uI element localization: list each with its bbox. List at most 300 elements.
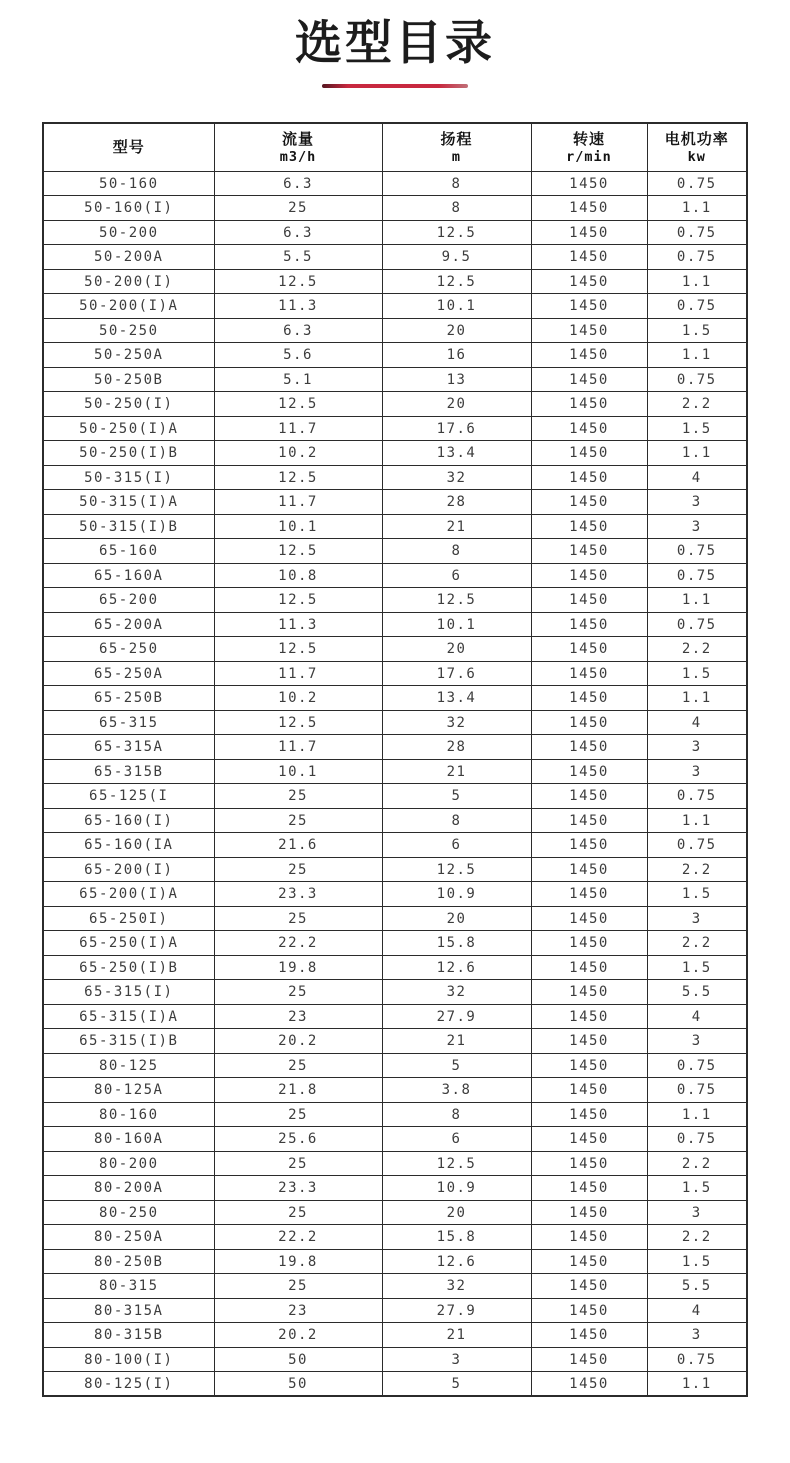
speed-cell: 1450 [531, 1249, 647, 1274]
speed-cell: 1450 [531, 1347, 647, 1372]
power-cell: 1.5 [647, 318, 747, 343]
power-cell: 0.75 [647, 294, 747, 319]
model-cell: 80-100(I) [43, 1347, 214, 1372]
head-cell: 20 [382, 906, 531, 931]
table-row [43, 661, 747, 686]
head-cell: 10.9 [382, 882, 531, 907]
speed-cell: 1450 [531, 269, 647, 294]
table-row [43, 1225, 747, 1250]
speed-cell: 1450 [531, 416, 647, 441]
model-cell: 65-160A [43, 563, 214, 588]
flow-cell: 25 [214, 1053, 382, 1078]
head-cell: 3.8 [382, 1078, 531, 1103]
model-cell: 65-315B [43, 759, 214, 784]
table-row [43, 784, 747, 809]
power-cell: 3 [647, 1200, 747, 1225]
table-row [43, 808, 747, 833]
flow-cell: 23 [214, 1298, 382, 1323]
table-row [43, 735, 747, 760]
speed-cell: 1450 [531, 563, 647, 588]
power-cell: 4 [647, 465, 747, 490]
speed-cell: 1450 [531, 1176, 647, 1201]
speed-cell: 1450 [531, 759, 647, 784]
column-unit: kw [687, 148, 706, 165]
model-cell: 50-200 [43, 220, 214, 245]
model-cell: 50-160(I) [43, 196, 214, 221]
power-cell: 1.1 [647, 1372, 747, 1397]
page-title: 选型目录 [295, 16, 495, 71]
power-cell: 0.75 [647, 539, 747, 564]
power-cell: 0.75 [647, 1078, 747, 1103]
speed-cell: 1450 [531, 1102, 647, 1127]
speed-cell: 1450 [531, 833, 647, 858]
flow-cell: 6.3 [214, 220, 382, 245]
power-cell: 4 [647, 1298, 747, 1323]
model-cell: 80-315 [43, 1274, 214, 1299]
table-row [43, 416, 747, 441]
power-cell: 0.75 [647, 612, 747, 637]
flow-cell: 5.5 [214, 245, 382, 270]
flow-cell: 10.1 [214, 514, 382, 539]
model-cell: 50-250(I)A [43, 416, 214, 441]
power-cell: 1.5 [647, 955, 747, 980]
power-cell: 4 [647, 710, 747, 735]
speed-cell: 1450 [531, 1298, 647, 1323]
model-cell: 80-125 [43, 1053, 214, 1078]
head-cell: 28 [382, 490, 531, 515]
model-cell: 50-200(I)A [43, 294, 214, 319]
head-cell: 20 [382, 637, 531, 662]
speed-cell: 1450 [531, 441, 647, 466]
flow-cell: 25 [214, 980, 382, 1005]
model-cell: 80-125A [43, 1078, 214, 1103]
speed-cell: 1450 [531, 1029, 647, 1054]
flow-cell: 11.7 [214, 490, 382, 515]
power-cell: 2.2 [647, 392, 747, 417]
power-cell: 2.2 [647, 857, 747, 882]
table-row [43, 171, 747, 196]
power-cell: 1.5 [647, 661, 747, 686]
model-cell: 65-315(I) [43, 980, 214, 1005]
head-cell: 16 [382, 343, 531, 368]
head-cell: 12.5 [382, 857, 531, 882]
table-row [43, 441, 747, 466]
power-cell: 3 [647, 1323, 747, 1348]
head-cell: 12.5 [382, 588, 531, 613]
flow-cell: 25.6 [214, 1127, 382, 1152]
model-cell: 65-250A [43, 661, 214, 686]
model-cell: 50-250A [43, 343, 214, 368]
table-row [43, 539, 747, 564]
flow-cell: 12.5 [214, 637, 382, 662]
head-cell: 17.6 [382, 416, 531, 441]
head-cell: 3 [382, 1347, 531, 1372]
table-row [43, 318, 747, 343]
power-cell: 0.75 [647, 784, 747, 809]
power-cell: 1.1 [647, 196, 747, 221]
table-row [43, 1200, 747, 1225]
flow-cell: 50 [214, 1372, 382, 1397]
speed-cell: 1450 [531, 784, 647, 809]
flow-cell: 20.2 [214, 1029, 382, 1054]
table-row [43, 931, 747, 956]
flow-cell: 23 [214, 1004, 382, 1029]
flow-cell: 25 [214, 857, 382, 882]
flow-cell: 22.2 [214, 931, 382, 956]
selection-table [42, 122, 748, 1397]
table-row [43, 343, 747, 368]
table-row [43, 1298, 747, 1323]
column-header [647, 123, 747, 171]
model-cell: 65-250B [43, 686, 214, 711]
head-cell: 21 [382, 759, 531, 784]
speed-cell: 1450 [531, 539, 647, 564]
flow-cell: 21.6 [214, 833, 382, 858]
head-cell: 13 [382, 367, 531, 392]
model-cell: 65-160(IA [43, 833, 214, 858]
model-cell: 80-200 [43, 1151, 214, 1176]
column-header [214, 123, 382, 171]
column-label: 型号 [112, 138, 145, 157]
table-row [43, 588, 747, 613]
speed-cell: 1450 [531, 171, 647, 196]
flow-cell: 10.1 [214, 759, 382, 784]
model-cell: 50-160 [43, 171, 214, 196]
flow-cell: 11.3 [214, 294, 382, 319]
speed-cell: 1450 [531, 1127, 647, 1152]
table-row [43, 1053, 747, 1078]
speed-cell: 1450 [531, 955, 647, 980]
model-cell: 65-250(I)B [43, 955, 214, 980]
flow-cell: 5.6 [214, 343, 382, 368]
model-cell: 80-250 [43, 1200, 214, 1225]
power-cell: 3 [647, 906, 747, 931]
speed-cell: 1450 [531, 1225, 647, 1250]
table-row [43, 367, 747, 392]
power-cell: 3 [647, 514, 747, 539]
flow-cell: 25 [214, 906, 382, 931]
head-cell: 17.6 [382, 661, 531, 686]
speed-cell: 1450 [531, 710, 647, 735]
flow-cell: 6.3 [214, 171, 382, 196]
power-cell: 0.75 [647, 1053, 747, 1078]
speed-cell: 1450 [531, 686, 647, 711]
power-cell: 3 [647, 1029, 747, 1054]
table-row [43, 882, 747, 907]
head-cell: 12.5 [382, 1151, 531, 1176]
model-cell: 80-250B [43, 1249, 214, 1274]
speed-cell: 1450 [531, 588, 647, 613]
speed-cell: 1450 [531, 490, 647, 515]
head-cell: 15.8 [382, 1225, 531, 1250]
model-cell: 65-315A [43, 735, 214, 760]
speed-cell: 1450 [531, 882, 647, 907]
model-cell: 50-200(I) [43, 269, 214, 294]
head-cell: 10.1 [382, 612, 531, 637]
flow-cell: 19.8 [214, 955, 382, 980]
flow-cell: 25 [214, 784, 382, 809]
model-cell: 65-250 [43, 637, 214, 662]
flow-cell: 22.2 [214, 1225, 382, 1250]
head-cell: 10.1 [382, 294, 531, 319]
power-cell: 5.5 [647, 1274, 747, 1299]
table-row [43, 955, 747, 980]
power-cell: 0.75 [647, 367, 747, 392]
head-cell: 20 [382, 318, 531, 343]
head-cell: 27.9 [382, 1004, 531, 1029]
power-cell: 2.2 [647, 1225, 747, 1250]
speed-cell: 1450 [531, 1078, 647, 1103]
head-cell: 32 [382, 1274, 531, 1299]
head-cell: 32 [382, 465, 531, 490]
flow-cell: 25 [214, 808, 382, 833]
power-cell: 5.5 [647, 980, 747, 1005]
model-cell: 65-160 [43, 539, 214, 564]
head-cell: 13.4 [382, 441, 531, 466]
model-cell: 65-200 [43, 588, 214, 613]
head-cell: 8 [382, 196, 531, 221]
speed-cell: 1450 [531, 931, 647, 956]
table-row [43, 245, 747, 270]
flow-cell: 25 [214, 1151, 382, 1176]
power-cell: 3 [647, 490, 747, 515]
speed-cell: 1450 [531, 906, 647, 931]
table-row [43, 906, 747, 931]
model-cell: 50-315(I)A [43, 490, 214, 515]
head-cell: 6 [382, 1127, 531, 1152]
speed-cell: 1450 [531, 980, 647, 1005]
table-row [43, 1151, 747, 1176]
model-cell: 65-200A [43, 612, 214, 637]
head-cell: 6 [382, 833, 531, 858]
power-cell: 1.1 [647, 808, 747, 833]
table-row [43, 1323, 747, 1348]
model-cell: 65-250(I)A [43, 931, 214, 956]
flow-cell: 20.2 [214, 1323, 382, 1348]
table-header [43, 123, 747, 171]
table-row [43, 612, 747, 637]
power-cell: 1.1 [647, 686, 747, 711]
table-row [43, 465, 747, 490]
head-cell: 12.6 [382, 955, 531, 980]
head-cell: 27.9 [382, 1298, 531, 1323]
flow-cell: 10.2 [214, 441, 382, 466]
flow-cell: 21.8 [214, 1078, 382, 1103]
speed-cell: 1450 [531, 318, 647, 343]
model-cell: 50-250(I)B [43, 441, 214, 466]
table-row [43, 637, 747, 662]
model-cell: 65-315(I)A [43, 1004, 214, 1029]
head-cell: 5 [382, 1372, 531, 1397]
model-cell: 65-125(I [43, 784, 214, 809]
flow-cell: 12.5 [214, 465, 382, 490]
model-cell: 80-315A [43, 1298, 214, 1323]
power-cell: 1.1 [647, 1102, 747, 1127]
power-cell: 0.75 [647, 833, 747, 858]
speed-cell: 1450 [531, 612, 647, 637]
power-cell: 1.5 [647, 882, 747, 907]
head-cell: 20 [382, 392, 531, 417]
power-cell: 1.1 [647, 588, 747, 613]
table-row [43, 980, 747, 1005]
flow-cell: 11.7 [214, 735, 382, 760]
flow-cell: 25 [214, 196, 382, 221]
head-cell: 12.5 [382, 220, 531, 245]
speed-cell: 1450 [531, 343, 647, 368]
model-cell: 65-315(I)B [43, 1029, 214, 1054]
power-cell: 1.5 [647, 1176, 747, 1201]
flow-cell: 11.3 [214, 612, 382, 637]
speed-cell: 1450 [531, 637, 647, 662]
power-cell: 1.1 [647, 441, 747, 466]
power-cell: 2.2 [647, 637, 747, 662]
flow-cell: 12.5 [214, 392, 382, 417]
power-cell: 0.75 [647, 563, 747, 588]
head-cell: 8 [382, 539, 531, 564]
model-cell: 50-250 [43, 318, 214, 343]
table-row [43, 759, 747, 784]
table-row [43, 220, 747, 245]
head-cell: 20 [382, 1200, 531, 1225]
head-cell: 10.9 [382, 1176, 531, 1201]
power-cell: 0.75 [647, 171, 747, 196]
flow-cell: 11.7 [214, 661, 382, 686]
speed-cell: 1450 [531, 808, 647, 833]
head-cell: 12.5 [382, 269, 531, 294]
model-cell: 80-315B [43, 1323, 214, 1348]
power-cell: 1.5 [647, 416, 747, 441]
table-row [43, 269, 747, 294]
flow-cell: 12.5 [214, 710, 382, 735]
speed-cell: 1450 [531, 1200, 647, 1225]
table-row [43, 514, 747, 539]
flow-cell: 12.5 [214, 539, 382, 564]
column-header [531, 123, 647, 171]
column-unit: r/min [566, 148, 612, 165]
header-row [43, 123, 747, 171]
model-cell: 50-200A [43, 245, 214, 270]
speed-cell: 1450 [531, 1053, 647, 1078]
head-cell: 15.8 [382, 931, 531, 956]
power-cell: 4 [647, 1004, 747, 1029]
speed-cell: 1450 [531, 661, 647, 686]
flow-cell: 25 [214, 1102, 382, 1127]
speed-cell: 1450 [531, 1323, 647, 1348]
flow-cell: 11.7 [214, 416, 382, 441]
flow-cell: 23.3 [214, 1176, 382, 1201]
column-header [43, 123, 214, 171]
head-cell: 9.5 [382, 245, 531, 270]
head-cell: 21 [382, 514, 531, 539]
column-label: 转速 [572, 129, 605, 148]
model-cell: 50-250B [43, 367, 214, 392]
speed-cell: 1450 [531, 735, 647, 760]
flow-cell: 12.5 [214, 588, 382, 613]
flow-cell: 25 [214, 1200, 382, 1225]
table-row [43, 1372, 747, 1397]
title-underline [322, 84, 468, 88]
head-cell: 8 [382, 171, 531, 196]
model-cell: 65-200(I)A [43, 882, 214, 907]
table-row [43, 710, 747, 735]
speed-cell: 1450 [531, 196, 647, 221]
model-cell: 50-315(I)B [43, 514, 214, 539]
table-row [43, 392, 747, 417]
table-row [43, 857, 747, 882]
table-row [43, 196, 747, 221]
model-cell: 50-250(I) [43, 392, 214, 417]
head-cell: 8 [382, 1102, 531, 1127]
head-cell: 21 [382, 1029, 531, 1054]
column-label: 电机功率 [664, 129, 729, 148]
column-label: 扬程 [440, 129, 473, 148]
power-cell: 0.75 [647, 245, 747, 270]
table-row [43, 294, 747, 319]
table-row [43, 1274, 747, 1299]
table-row [43, 1078, 747, 1103]
power-cell: 2.2 [647, 931, 747, 956]
power-cell: 0.75 [647, 1347, 747, 1372]
model-cell: 80-125(I) [43, 1372, 214, 1397]
column-unit: m3/h [279, 148, 317, 165]
head-cell: 8 [382, 808, 531, 833]
model-cell: 80-160 [43, 1102, 214, 1127]
column-header [382, 123, 531, 171]
model-cell: 65-250I) [43, 906, 214, 931]
head-cell: 12.6 [382, 1249, 531, 1274]
model-cell: 65-315 [43, 710, 214, 735]
head-cell: 5 [382, 1053, 531, 1078]
flow-cell: 10.2 [214, 686, 382, 711]
model-cell: 80-200A [43, 1176, 214, 1201]
power-cell: 0.75 [647, 220, 747, 245]
head-cell: 5 [382, 784, 531, 809]
speed-cell: 1450 [531, 367, 647, 392]
flow-cell: 25 [214, 1274, 382, 1299]
speed-cell: 1450 [531, 1151, 647, 1176]
table-row [43, 1127, 747, 1152]
table-row [43, 563, 747, 588]
model-cell: 50-315(I) [43, 465, 214, 490]
head-cell: 32 [382, 710, 531, 735]
flow-cell: 6.3 [214, 318, 382, 343]
table-row [43, 686, 747, 711]
power-cell: 1.1 [647, 343, 747, 368]
head-cell: 13.4 [382, 686, 531, 711]
flow-cell: 23.3 [214, 882, 382, 907]
head-cell: 6 [382, 563, 531, 588]
speed-cell: 1450 [531, 857, 647, 882]
head-cell: 28 [382, 735, 531, 760]
speed-cell: 1450 [531, 392, 647, 417]
power-cell: 3 [647, 759, 747, 784]
speed-cell: 1450 [531, 245, 647, 270]
power-cell: 3 [647, 735, 747, 760]
power-cell: 2.2 [647, 1151, 747, 1176]
flow-cell: 12.5 [214, 269, 382, 294]
speed-cell: 1450 [531, 1372, 647, 1397]
speed-cell: 1450 [531, 514, 647, 539]
speed-cell: 1450 [531, 1274, 647, 1299]
table-row [43, 1004, 747, 1029]
speed-cell: 1450 [531, 1004, 647, 1029]
head-cell: 32 [382, 980, 531, 1005]
flow-cell: 50 [214, 1347, 382, 1372]
model-cell: 80-250A [43, 1225, 214, 1250]
column-unit: m [451, 148, 462, 165]
table-row [43, 833, 747, 858]
model-cell: 65-200(I) [43, 857, 214, 882]
